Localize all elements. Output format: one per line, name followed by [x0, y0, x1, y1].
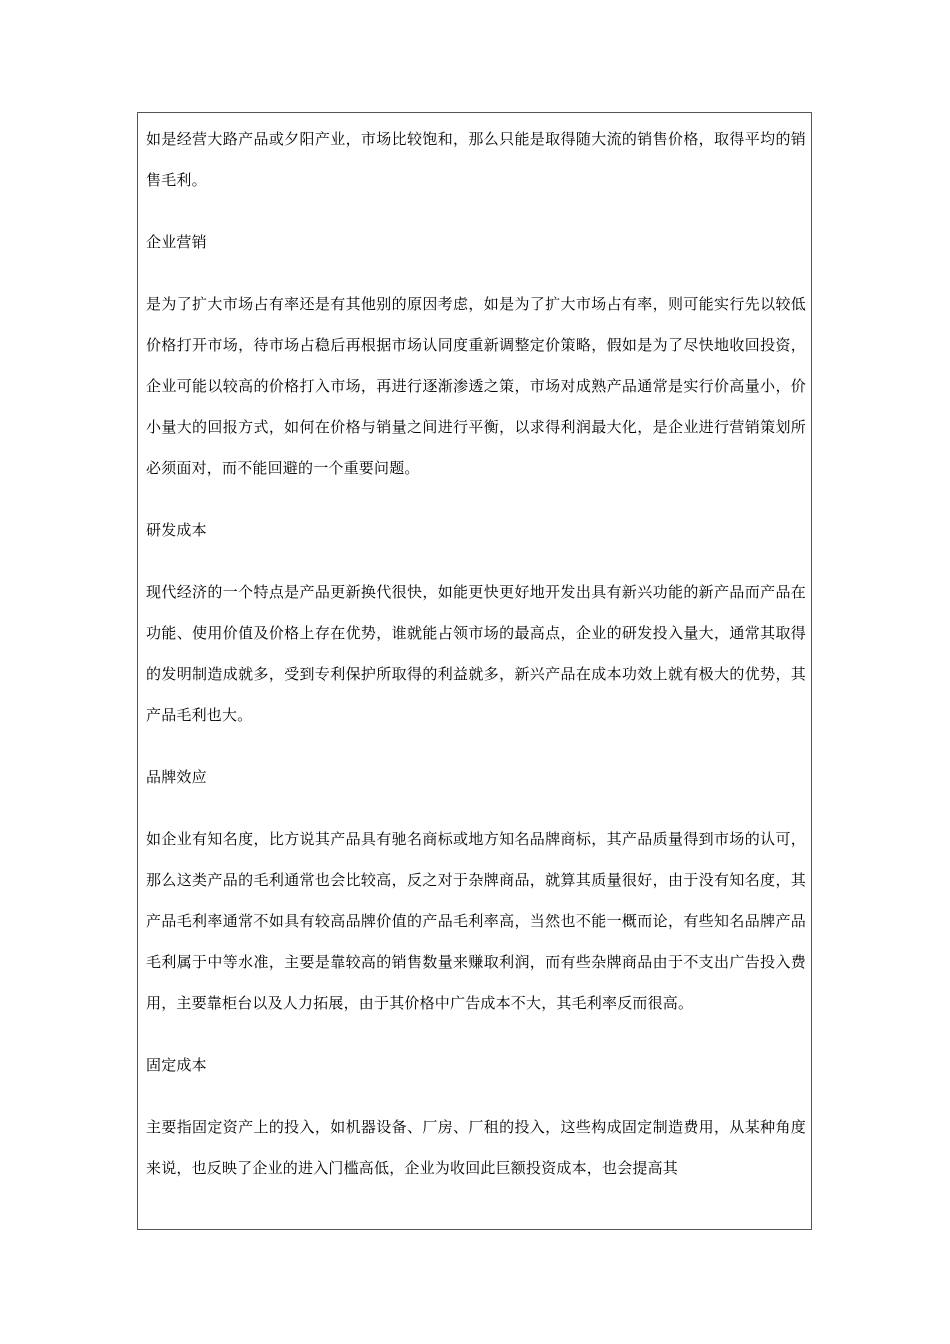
paragraph-brand-effect: 如企业有知名度，比方说其产品具有驰名商标或地方知名品牌商标，其产品质量得到市场的认可，那么这类产品的毛利通常也会比较高，反之对于杂牌商品，就算其质量很好，由于没有知名度，其产品毛利率通常不如具有较高品牌价值的产品毛利率高，当然也不能一概而论，有些知名品牌产品毛利属于中等水准，主要是靠较高的销售数量来赚取利润，而有些杂牌商品由于不支出广告投入费用，主要靠柜台以及人力拓展，由于其价格中广告成本不大，其毛利率反而很高。: [146, 830, 806, 1012]
paragraph-sales-price: 如是经营大路产品或夕阳产业，市场比较饱和，那么只能是取得随大流的销售价格，取得平均的销售毛利。: [146, 130, 806, 189]
heading-enterprise-marketing: 企业营销: [146, 233, 207, 251]
paragraph-rd-cost: 现代经济的一个特点是产品更新换代很快，如能更快更好地开发出具有新兴功能的新产品而产品在功能、使用价值及价格上存在优势，谁就能占领市场的最高点，企业的研发投入量大，通常其取得的发明制造成就多，受到专利保护所取得的利益就多，新兴产品在成本功效上就有极大的优势，其产品毛利也大。: [146, 583, 806, 724]
document-body: [146, 119, 806, 1210]
paragraph-fixed-cost: 主要指固定资产上的投入，如机器设备、厂房、厂租的投入，这些构成固定制造费用，从某种角度来说，也反映了企业的进入门槛高低，企业为收回此巨额投资成本，也会提高其: [146, 1118, 806, 1177]
heading-brand-effect: 品牌效应: [146, 768, 207, 786]
page-frame: [137, 112, 812, 1230]
heading-fixed-cost: 固定成本: [146, 1056, 207, 1074]
paragraph-enterprise-marketing: 是为了扩大市场占有率还是有其他别的原因考虑，如是为了扩大市场占有率，则可能实行先以较低价格打开市场，待市场占稳后再根据市场认同度重新调整定价策略，假如是为了尽快地收回投资，企业可能以较高的价格打入市场，再进行逐渐渗透之策，市场对成熟产品通常是实行价高量小，价小量大的回报方式，如何在价格与销量之间进行平衡，以求得利润最大化，是企业进行营销策划所必须面对，而不能回避的一个重要问题。: [146, 295, 806, 477]
heading-rd-cost: 研发成本: [146, 521, 207, 539]
